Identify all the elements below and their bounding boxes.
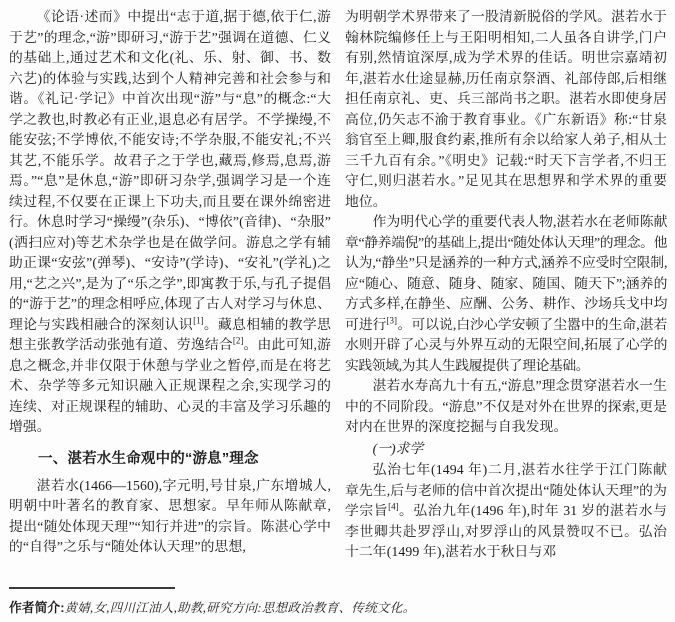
paragraph-youxi-life-stages — [345, 376, 667, 438]
left-column — [9, 7, 331, 577]
author-bio-line — [9, 599, 667, 617]
text-run: 湛若水(1466—1560),字元明,号甘泉,广东增城人,明朝中叶著名的教育家、思想家。早年师从陈献章,提出“随处体现天理”“知行并进”的宗旨。陈湛心学中的“自得”之乐与“随处体认天理”的思想, — [9, 477, 331, 554]
subsection-heading-qiuxue: (一)求学 — [372, 440, 424, 456]
footnote-divider — [9, 587, 175, 589]
text-run: 作为明代心学的重要代表人物,湛若水在老师陈献章“静养端倪”的基础上,提出“随处体认天理”的理念。他认为,“静坐”只是涵养的一种方式,涵养不应受时空限制,应“随心、随意、随身、随家、随国、随天下”;涵养的方式多样,在静坐、应酬、公务、耕作、沙场兵戈中均可进行 — [345, 214, 667, 332]
text-run: 弘治七年(1494 年)二月,湛若水往学于江门陈献章先生,后与老师的信中首次提出“随处体认天理”的为学宗旨 — [345, 462, 667, 518]
text-run: 湛若水寿高九十有五,“游息”理念贯穿湛若水一生中的不同阶段。“游息”不仅是对外在世界的探索,更是对内在世界的深度挖掘与自我发现。 — [345, 378, 667, 434]
citation-ref: [2] — [232, 335, 244, 346]
text-run: 。弘治九年(1496 年),时年 31 岁的湛若水与李世卿共赴罗浮山,对罗浮山的风景赞叹不已。弘治十二年(1499 年),湛若水于秋日与邓 — [345, 503, 667, 559]
right-column — [345, 7, 667, 577]
paragraph-intro-youxi-concept — [9, 7, 331, 438]
text-run: 。藏息相辅的教学思想主张教学活动张弛有道、劳逸结合 — [9, 316, 331, 352]
author-bio-text: 黄婧,女,四川江油人,助教,研究方向:思想政治教育、传统文化。 — [64, 601, 416, 615]
paragraph-zhanruoshui-bio — [9, 476, 331, 558]
two-column-layout — [9, 7, 667, 577]
text-run: 《论语·述而》中提出“志于道,据于德,依于仁,游于艺”的理念,“游”即研习,“游于艺”强调在道德、仁义的基础上,通过艺术和文化(礼、乐、射、御、书、数六艺)的体验与实践,达到个人精神完善和社会参与和谐。《礼记·学记》中首次出现“游”与“息”的概念:“大学之教也,时教必有正业,退息必有居学。不学操缦,不能安弦;不学博依,不能安诗;不学杂服,不能安礼;不兴其艺,不能乐学。故君子之于学也,藏焉,修焉,息焉,游焉。”“息”是休息,“游”即研习杂学,强调学习是一个连续过程,不仅要在正课上下功夫,而且要在课外绵密进行。休息时学习“操缦”(杂乐)、“博依”(音律)、“杂服”(洒扫应对)等艺术杂学也是在做学问。游息之学有辅助正课“安弦”(弹琴)、“安诗”(学诗)、“安礼”(学礼)之用,“艺之兴”,是为了“乐之学”,即寓教于乐,与孔子提倡的“游于艺”的理念相呼应,体现了古人对学习与休息、理论与实践相融合的深刻认识 — [9, 9, 331, 332]
citation-ref: [4] — [388, 501, 399, 512]
text-run: 为明朝学术界带来了一股清新脱俗的学风。湛若水于翰林院编修任上与王阳明相知,二人虽各自讲学,门户有别,然情谊深厚,成为学术界的佳话。明世宗嘉靖初年,湛若水仕途显赫,历任南京祭酒、礼部侍郎,后相继担任南京礼、吏、兵三部尚书之职。湛若水即使身居高位,仍矢志不渝于教育事业。《广东新语》称:“甘泉翁官至上卿,服食约素,推所有余以给家人弟子,相从士三千九百有余。”《明史》记载:“时天下言学者,不归王守仁,则归湛若水。”足见其在思想界和学术界的重要地位。 — [345, 9, 667, 209]
text-run: 。可以说,白沙心学安顿了尘嚣中的生命,湛若水则开辟了心灵与外界互动的无限空间,拓展了心学的实践领域,为其人生践履提供了理论基础。 — [345, 316, 667, 373]
paragraph-xinxue-representative — [345, 212, 667, 376]
text-run: 。由此可知,游息之概念,并非仅限于休憩与学业之暂停,而是在将艺术、杂学等多元知识融入正规课程之余,实现学习的连续、对正规课程的辅助、心灵的丰富及学习乐趣的增强。 — [9, 337, 331, 434]
section-heading-1: 一、湛若水生命观中的“游息”理念 — [38, 450, 259, 467]
author-footnote — [9, 587, 667, 617]
paragraph-hongzhi-years — [345, 460, 667, 563]
citation-ref: [1] — [193, 314, 204, 325]
paragraph-bio-continuation — [345, 7, 667, 212]
citation-ref: [3] — [386, 314, 398, 325]
author-bio-label: 作者简介: — [9, 600, 65, 615]
